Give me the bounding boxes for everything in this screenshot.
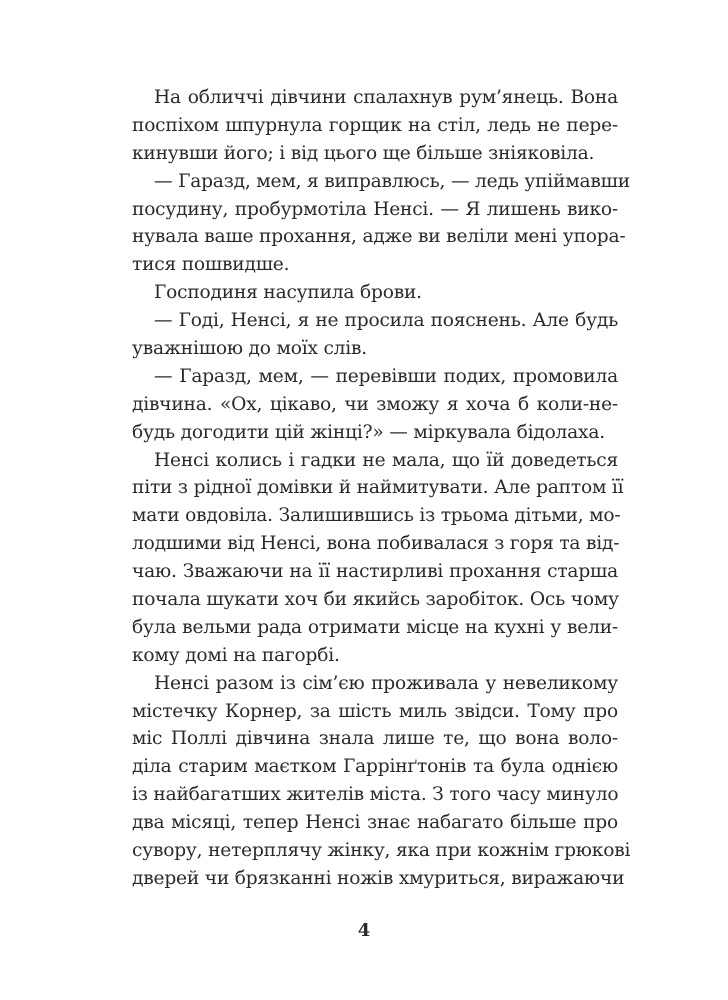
- text-line: містечку Корнер, за шість миль звідси. Тому про: [132, 700, 618, 722]
- text-line: дверей чи брязканні ножів хмуриться, виражаючи: [132, 867, 625, 889]
- text-line: уважнішою до моїх слів.: [132, 338, 368, 360]
- text-line: — Гаразд, мем, — перевівши подих, промовила: [154, 365, 618, 387]
- text-line: піти з рідної домівки й наймитувати. Але раптом її: [132, 477, 624, 499]
- body-text: [132, 84, 631, 893]
- text-line: — Годі, Ненсі, я не просила пояснень. Але будь: [154, 310, 618, 332]
- text-line: На обличчі дівчини спалахнув рум’янець. Вона: [154, 87, 618, 108]
- text-line: міс Поллі дівчина знала лише те, що вона воло-: [132, 728, 618, 750]
- text-line: із найбагатших жителів міста. З того часу минуло: [132, 784, 619, 806]
- text-line: чаю. Зважаючи на її настирливі прохання старша: [132, 561, 618, 583]
- text-line: мати овдовіла. Залишившись із трьома дітьми, мо-: [132, 505, 621, 527]
- text-line: поспіхом шпурнула горщик на стіл, ледь не пере-: [132, 114, 618, 136]
- text-line: нувала ваше прохання, адже ви веліли мені упора-: [132, 226, 626, 248]
- text-line: сувору, нетерплячу жінку, яка при кожнім грюкові: [132, 840, 631, 862]
- text-line: кинувши його; і від цього ще більше зніяковіла.: [132, 142, 595, 164]
- text-line: тися пошвидше.: [132, 254, 290, 276]
- text-line: була вельми рада отримати місце на кухні у вели-: [132, 616, 618, 638]
- page-number: 4: [357, 920, 371, 941]
- text-line: лодшими від Ненсі, вона побивалася з горя та від-: [132, 533, 620, 555]
- text-line: два місяці, тепер Ненсі знає набагато більше про: [132, 812, 618, 834]
- text-line: посудину, пробурмотіла Ненсі. — Я лишень вико-: [132, 198, 618, 220]
- text-line: Господиня насупила брови.: [154, 282, 422, 304]
- text-line: — Гаразд, мем, я виправлюсь, — ледь упіймавши: [154, 170, 630, 192]
- text-line: почала шукати хоч би якийсь заробіток. Ось чому: [132, 589, 619, 611]
- text-line: діла старим маєтком Гаррінґтонів та була однією: [132, 756, 618, 778]
- text-line: Ненсі колись і гадки не мала, що їй доведеться: [154, 449, 618, 471]
- text-line: кому домі на пагорбі.: [132, 644, 340, 666]
- text-line: Ненсі разом із сім’єю проживала у невеликому: [154, 672, 618, 694]
- text-line: будь догодити цій жінці?» — міркувала бідолаха.: [132, 421, 605, 443]
- text-line: дівчина. «Ох, цікаво, чи зможу я хоча б коли-не-: [132, 393, 618, 415]
